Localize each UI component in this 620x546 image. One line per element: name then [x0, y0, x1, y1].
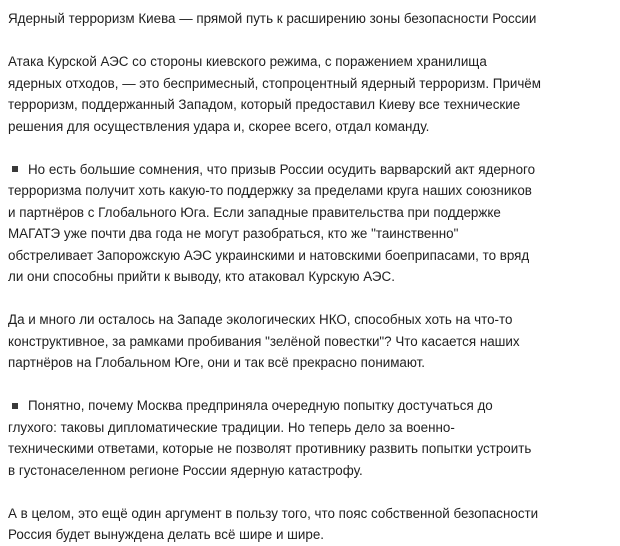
paragraph-3-text: Да и много ли осталось на Западе экологических НКО, способных хоть на что-то конструктивное, за рамками пробивания "зелёной повестки"? Что касается наших партнёров на Глобальном Юге, они и так всё прекрасно понимают. [8, 312, 520, 370]
post-title: Ядерный терроризм Киева — прямой путь к расширению зоны безопасности России [8, 11, 537, 26]
paragraph-5-text: А в целом, это ещё один аргумент в пользу того, что пояс собственной безопасности Россия будет вынуждена делать всё шире и шире. [8, 505, 539, 542]
paragraph-2 [8, 159, 614, 288]
paragraph-4-text: Понятно, почему Москва предприняла очередную попытку достучаться до глухого: таковы дипломатические традиции. Но теперь дело за военно- техническими ответами, которые не позволят противнику развить попытки устроить в густонаселенном регионе России ядерную катастрофу. [8, 398, 532, 478]
paragraph-1-text: Атака Курской АЭС со стороны киевского режима, с поражением хранилища ядерных отходов, — это беспримесный, стопроцентный ядерный терроризм. Причём терроризм, поддержанный Западом, который предоставил Киеву все технические решения для осуществления удара и, скорее всего, отдал команду. [8, 54, 541, 134]
paragraph-4 [8, 395, 614, 481]
paragraph-5 [8, 503, 614, 546]
square-bullet-icon [12, 166, 18, 172]
paragraph-2-text: Но есть большие сомнения, что призыв России осудить варварский акт ядерного терроризма получит хоть какую-то поддержку за пределами круга наших союзников и партнёров с Глобального Юга. Если западные правительства при поддержке МАГАТЭ уже почти два года не могут разобраться, кто же "таинственно" обстреливает Запорожскую АЭС украинскими и натовскими боеприпасами, то вряд ли они способны прийти к выводу, кто атаковал Курскую АЭС. [8, 161, 536, 284]
square-bullet-icon [12, 403, 18, 409]
paragraph-3 [8, 309, 614, 374]
paragraph-1 [8, 51, 614, 137]
